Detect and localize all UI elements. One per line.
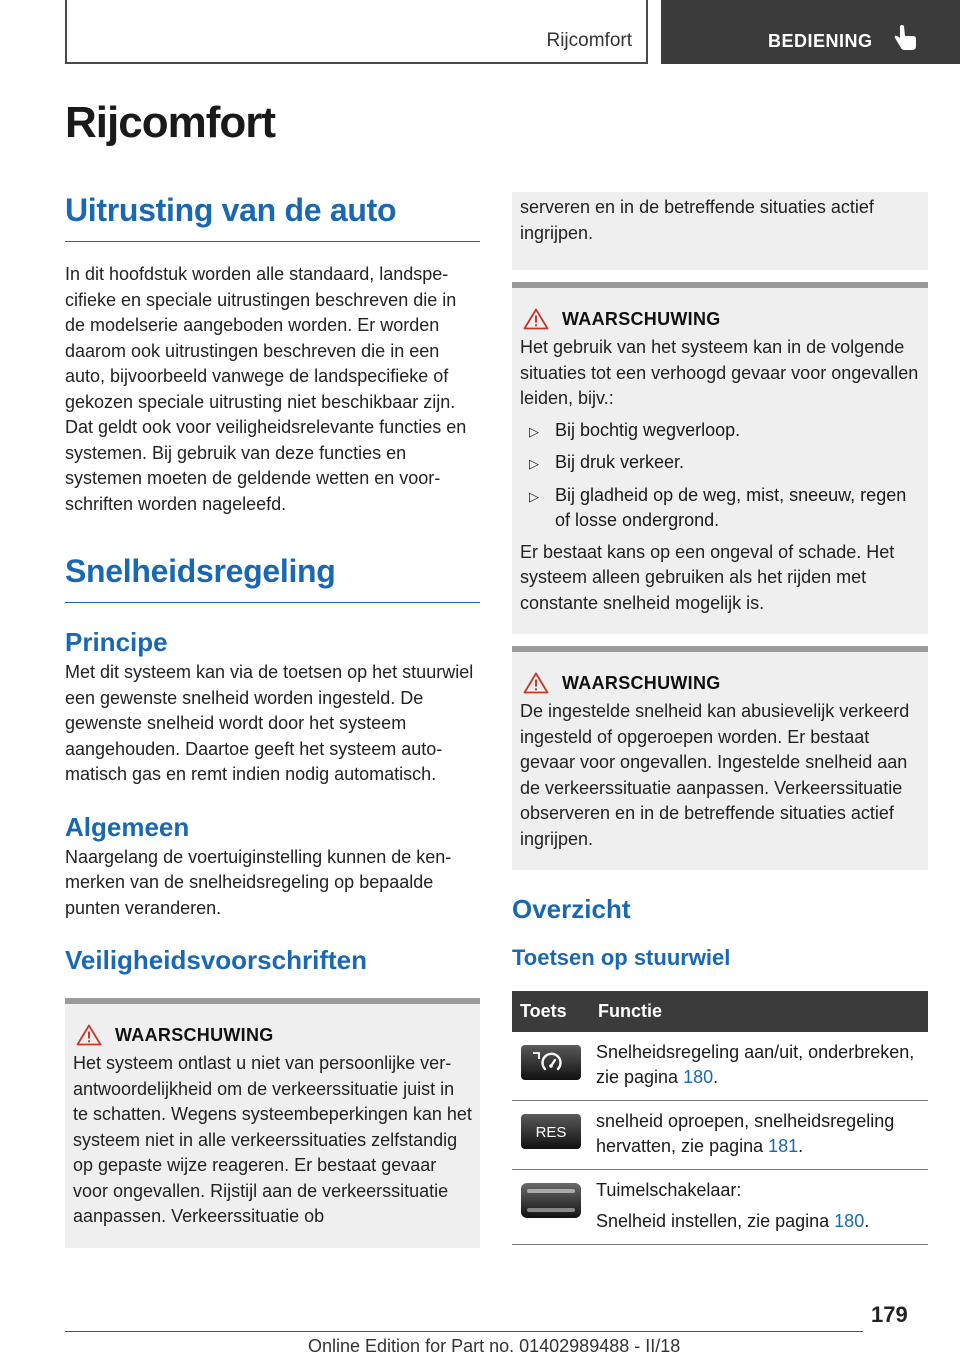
- rocker-switch-icon: [520, 1182, 582, 1219]
- warning-outro-2: Er bestaat kans op een ongeval of schade. Het systeem alleen gebruiken als het rijden met constante snelheid mogelijk is.: [520, 541, 895, 613]
- right-column: [512, 192, 928, 1245]
- triangle-bullet-icon: ▷: [529, 423, 539, 439]
- res-key-label: RES: [535, 1124, 567, 1141]
- overview-subheading: Toetsen op stuurwiel: [512, 945, 731, 970]
- cruise-onoff-key-icon: [520, 1044, 582, 1081]
- warning-title-2: [520, 308, 920, 330]
- table-row: RES snelheid oproepen, snelheidsregeling hervatten, zie pagina 181.: [512, 1101, 928, 1170]
- header-section: BEDIENING: [768, 31, 873, 51]
- warning-triangle-icon: [523, 308, 549, 330]
- pointing-hand-icon: [893, 24, 919, 52]
- left-column: [65, 192, 480, 1248]
- warning-box-2: [512, 282, 928, 634]
- footer-divider: [65, 1331, 863, 1332]
- triangle-bullet-icon: ▷: [529, 456, 539, 471]
- warning-title-text-3: WAARSCHUWING: [562, 672, 721, 693]
- warning-text-1: Het systeem ontlast u niet van persoonlijke verantwoordelijkheid om de verkeerssituatie juist in te schatten. Wegens systeembeperkingen kan het systeem niet in alle verkeerssituaties zelfstandig op gepaste wijze reageren. Er bestaat gevaar voor ongevallen. Rijstijl aan de verkeerssituatie aanpassen. Verkeerssituatie ob: [73, 1053, 472, 1226]
- list-item: ▷ Bij druk verkeer.: [520, 450, 920, 477]
- page-number: 179: [871, 1302, 908, 1327]
- warning-list-2: [520, 418, 920, 534]
- warning-text-3: De ingestelde snelheid kan abusievelijk verkeerd ingesteld of opgeroepen worden. Er bestaat gevaar voor ongevallen. Ingestelde snelheid aan de verkeerssituatie aanpassen. Verkeerssituatie observeren en in de betreffende situaties actief ingrijpen.: [520, 701, 910, 849]
- safety-heading: Veiligheidsvoorschriften: [65, 945, 367, 975]
- warning-box-1: [65, 998, 480, 1248]
- principle-heading: Principe: [65, 627, 168, 657]
- principle-text: Met dit systeem kan via de toetsen op het stuurwiel een gewenste snelheid worden ingesteld. De gewenste snelheid wordt door het systeem aangehouden. Daartoe geeft het systeem automatisch gas en remt indien nodig automatisch.: [65, 662, 474, 784]
- warning-text-1-continued: serveren en in de betreffende situaties actief ingrijpen.: [520, 197, 874, 243]
- warning-intro-2: Het gebruik van het systeem kan in de volgende situaties tot een verhoogd gevaar voor ongevallen leiden, bijv.:: [520, 337, 919, 408]
- warning-title-1: [73, 1024, 472, 1046]
- table-header-key: Toets: [512, 991, 590, 1032]
- rocker-label: Tuimelschakelaar:: [596, 1180, 742, 1200]
- equipment-heading: Uitrusting van de auto: [65, 192, 480, 242]
- warning-box-3: [512, 646, 928, 870]
- table-header-row: [512, 991, 928, 1032]
- triangle-bullet-icon: ▷: [529, 488, 539, 504]
- page-link-180[interactable]: 180: [683, 1067, 714, 1087]
- warning-title-text-2: WAARSCHUWING: [562, 308, 721, 329]
- table-header-function: Functie: [590, 991, 928, 1032]
- warning-title-text-1: WAARSCHUWING: [115, 1024, 274, 1045]
- general-text: Naargelang de voertuiginstelling kunnen de kenmerken van de snelheidsregeling op bepaalde punten veranderen.: [65, 846, 452, 918]
- table-row: Tuimelschakelaar: Snelheid instellen, zie pagina 180.: [512, 1170, 928, 1245]
- equipment-text: In dit hoofdstuk worden alle standaard, landspecifieke en speciale uitrustingen beschreven die in de modelserie aangeboden worden. Er worden daarom ook uitrustingen beschreven die in een auto, bijvoorbeeld vanwege de landspecifieke of gekozen speciale uitrusting niet beschikbaar zijn. Dat geldt ook voor veiligheidsrelevante functies en systemen. Bij gebruik van deze functies en systemen moeten de geldende wetten en voorschriften worden nageleefd.: [65, 264, 467, 514]
- res-key-icon: [520, 1113, 582, 1150]
- header-chapter-box: [65, 0, 648, 64]
- page-link-181[interactable]: 181: [768, 1136, 799, 1156]
- overview-heading: Overzicht: [512, 894, 631, 924]
- table-row: Snelheidsregeling aan/uit, onderbreken, zie pagina 180.: [512, 1032, 928, 1101]
- warning-title-3: [520, 672, 920, 694]
- header-chapter: Rijcomfort: [546, 30, 632, 51]
- warning-triangle-icon: [523, 672, 549, 694]
- page-title: Rijcomfort: [65, 98, 275, 147]
- cruise-heading: Snelheidsregeling: [65, 553, 480, 603]
- general-heading: Algemeen: [65, 811, 190, 842]
- keys-table: [512, 991, 928, 1245]
- edition-text: Online Edition for Part no. 01402989488 - II/18: [308, 1336, 681, 1356]
- list-item: ▷ Bij bochtig wegverloop.: [520, 418, 920, 445]
- header-section-box: [661, 0, 960, 64]
- list-item: ▷ Bij gladheid op de weg, mist, sneeuw, regen of losse ondergrond.: [520, 483, 920, 534]
- page-link-180[interactable]: 180: [834, 1211, 865, 1231]
- warning-box-1-continued: [512, 192, 928, 270]
- warning-triangle-icon: [76, 1024, 102, 1046]
